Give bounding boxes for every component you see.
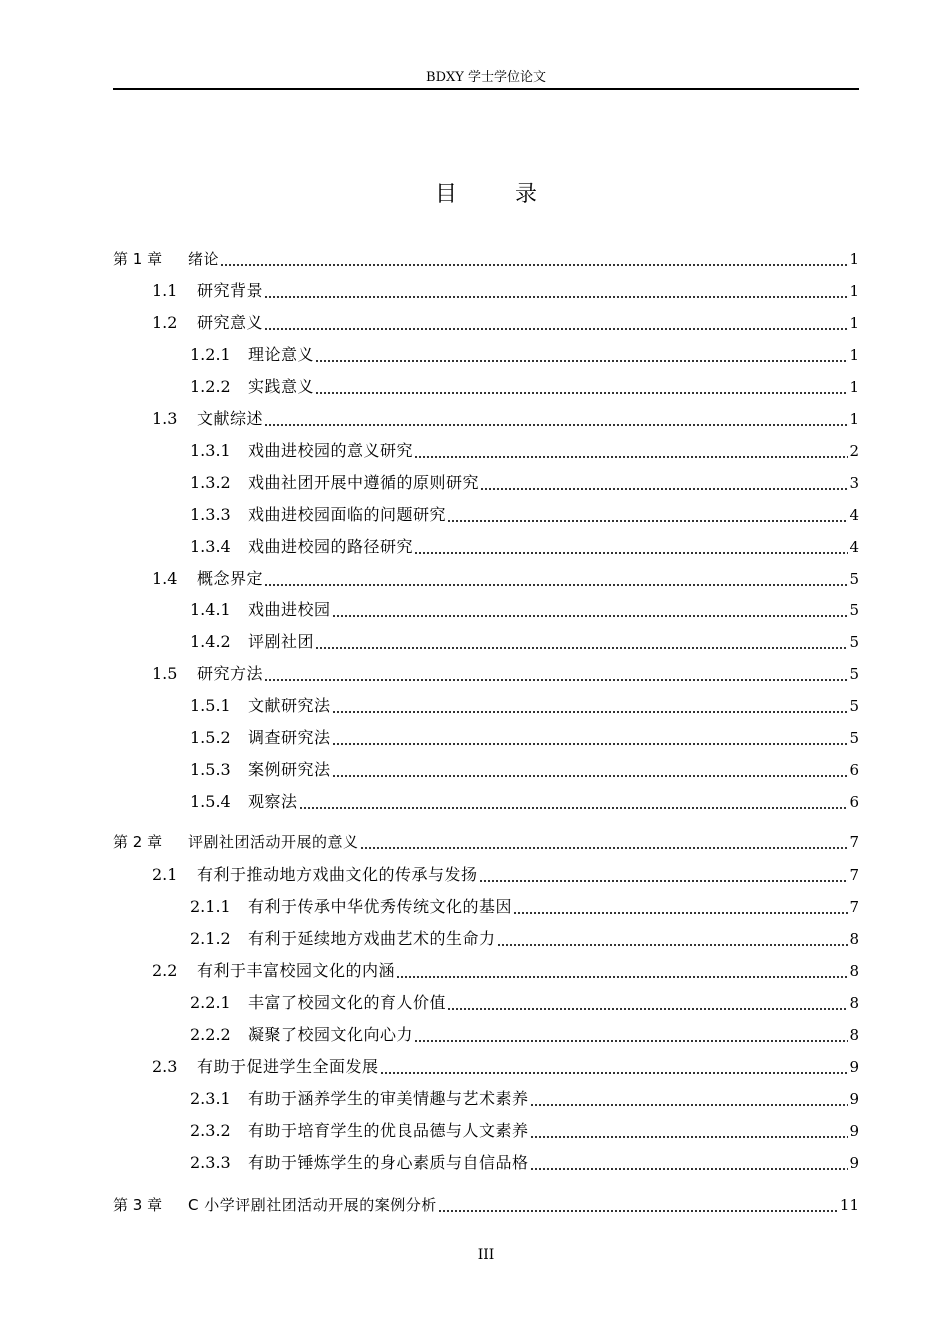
toc-entry-page: 8 — [849, 930, 859, 948]
toc-subsection-entry[interactable] — [113, 1148, 859, 1178]
toc-entry-number: 2.3.3 — [190, 1153, 231, 1172]
toc-entry-number: 2.1 — [152, 865, 178, 884]
toc-entry-number: 1.4.1 — [190, 600, 231, 619]
toc-subsection-entry[interactable] — [113, 691, 859, 721]
toc-dot-leader — [530, 1116, 849, 1146]
toc-subsection-entry[interactable] — [113, 340, 859, 370]
toc-entry-page: 9 — [849, 1154, 859, 1172]
toc-entry-page: 1 — [849, 250, 859, 268]
toc-entry-number: 1.4.2 — [190, 632, 231, 651]
toc-entry-number: 1.5.4 — [190, 792, 231, 811]
toc-entry-page: 8 — [849, 994, 859, 1012]
toc-section-entry[interactable] — [113, 956, 859, 986]
toc-entry-page: 1 — [849, 346, 859, 364]
toc-entry-title: 有利于传承中华优秀传统文化的基因 — [248, 897, 513, 916]
toc-subsection-entry[interactable] — [113, 1084, 859, 1114]
toc-subsection-entry[interactable] — [113, 787, 859, 817]
toc-entry-number: 1.2.2 — [190, 377, 231, 396]
toc-dot-leader — [264, 404, 848, 434]
toc-entry-title: 绪论 — [188, 250, 220, 268]
toc-entry-title: 研究背景 — [197, 281, 264, 300]
toc-entry-number: 1.5.1 — [190, 696, 231, 715]
toc-dot-leader — [332, 691, 849, 721]
toc-section-entry[interactable] — [113, 404, 859, 434]
toc-entry-page: 11 — [839, 1196, 859, 1214]
toc-entry-page: 5 — [849, 729, 859, 747]
toc-subsection-entry[interactable] — [113, 468, 859, 498]
page-number: III — [477, 1247, 495, 1263]
toc-entry-number: 1.2 — [152, 313, 178, 332]
toc-entry-title: 丰富了校园文化的育人价值 — [248, 993, 447, 1012]
toc-subsection-entry[interactable] — [113, 723, 859, 753]
toc-dot-leader — [315, 340, 848, 370]
toc-subsection-entry[interactable] — [113, 892, 859, 922]
toc-entry-page: 6 — [849, 761, 859, 779]
toc-entry-number: 2.2.2 — [190, 1025, 231, 1044]
toc-entry-page: 8 — [849, 962, 859, 980]
toc-entry-title: 研究方法 — [197, 664, 264, 683]
toc-dot-leader — [414, 532, 848, 562]
toc-entry-title: 有利于推动地方戏曲文化的传承与发扬 — [197, 865, 478, 884]
toc-subsection-entry[interactable] — [113, 988, 859, 1018]
toc-entry-number: 1.2.1 — [190, 345, 231, 364]
toc-section-entry[interactable] — [113, 860, 859, 890]
toc-subsection-entry[interactable] — [113, 595, 859, 625]
toc-entry-number: 2.3.2 — [190, 1121, 231, 1140]
toc-dot-leader — [332, 595, 849, 625]
toc-dot-leader — [264, 308, 848, 338]
toc-dot-leader — [414, 436, 848, 466]
toc-entry-number: 1.1 — [152, 281, 178, 300]
toc-entry-title: 凝聚了校园文化向心力 — [248, 1025, 414, 1044]
toc-entry-number: 2.3 — [152, 1057, 178, 1076]
toc-dot-leader — [513, 892, 848, 922]
toc-dot-leader — [220, 244, 848, 274]
toc-entry-title: 有助于锤炼学生的身心素质与自信品格 — [248, 1153, 529, 1172]
toc-entry-page: 5 — [849, 570, 859, 588]
toc-entry-title: 调查研究法 — [248, 728, 331, 747]
toc-entry-title: 戏曲进校园 — [248, 600, 331, 619]
toc-dot-leader — [332, 755, 849, 785]
toc-dot-leader — [414, 1020, 848, 1050]
toc-entry-page: 7 — [849, 833, 859, 851]
toc-section-entry[interactable] — [113, 659, 859, 689]
toc-entry-number: 1.5 — [152, 664, 178, 683]
toc-subsection-entry[interactable] — [113, 1116, 859, 1146]
toc-section-entry[interactable] — [113, 1052, 859, 1082]
toc-entry-page: 4 — [849, 506, 859, 524]
toc-entry-title: 戏曲进校园面临的问题研究 — [248, 505, 447, 524]
toc-entry-number: 1.3.4 — [190, 537, 231, 556]
toc-dot-leader — [332, 723, 849, 753]
toc-entry-page: 1 — [849, 314, 859, 332]
toc-entry-page: 7 — [849, 866, 859, 884]
toc-entry-number: 2.2 — [152, 961, 178, 980]
toc-subsection-entry[interactable] — [113, 627, 859, 657]
toc-entry-number: 1.3 — [152, 409, 178, 428]
toc-entry-page: 5 — [849, 665, 859, 683]
toc-dot-leader — [360, 827, 849, 857]
toc-dot-leader — [447, 500, 848, 530]
toc-entry-page: 9 — [849, 1090, 859, 1108]
toc-dot-leader — [264, 564, 848, 594]
toc-entry-page: 1 — [849, 410, 859, 428]
toc-entry-page: 9 — [849, 1058, 859, 1076]
toc-entry-number: 2.2.1 — [190, 993, 231, 1012]
running-header: BDXY 学士学位论文 — [426, 70, 546, 85]
toc-entry-title: 有利于丰富校园文化的内涵 — [197, 961, 396, 980]
toc-entry-title: 案例研究法 — [248, 760, 331, 779]
toc-dot-leader — [264, 659, 848, 689]
toc-entry-number: 2.1.2 — [190, 929, 231, 948]
toc-chapter-entry[interactable] — [113, 244, 859, 274]
toc-entry-number: 1.5.2 — [190, 728, 231, 747]
toc-entry-number: 第 2 章 — [113, 833, 163, 851]
toc-dot-leader — [299, 787, 849, 817]
toc-entry-page: 1 — [849, 378, 859, 396]
toc-subsection-entry[interactable] — [113, 755, 859, 785]
toc-subsection-entry[interactable] — [113, 532, 859, 562]
toc-entry-title: 评剧社团 — [248, 632, 315, 651]
toc-entry-number: 1.5.3 — [190, 760, 231, 779]
toc-entry-number: 第 3 章 — [113, 1196, 163, 1214]
header-rule — [113, 88, 859, 90]
toc-subsection-entry[interactable] — [113, 372, 859, 402]
toc-section-entry[interactable] — [113, 564, 859, 594]
toc-entry-page: 5 — [849, 697, 859, 715]
toc-entry-number: 1.3.1 — [190, 441, 231, 460]
toc-section-entry[interactable] — [113, 308, 859, 338]
toc-entry-title: 戏曲进校园的路径研究 — [248, 537, 414, 556]
toc-entry-title: 文献研究法 — [248, 696, 331, 715]
toc-dot-leader — [530, 1084, 849, 1114]
toc-dot-leader — [380, 1052, 849, 1082]
toc-entry-page: 9 — [849, 1122, 859, 1140]
toc-entry-title: 观察法 — [248, 792, 298, 811]
toc-entry-title: 研究意义 — [197, 313, 264, 332]
toc-entry-page: 5 — [849, 633, 859, 651]
toc-dot-leader — [479, 860, 849, 890]
toc-entry-page: 7 — [849, 898, 859, 916]
toc-entry-title: 实践意义 — [248, 377, 315, 396]
toc-entry-title: 有助于培育学生的优良品德与人文素养 — [248, 1121, 529, 1140]
toc-entry-title: 有利于延续地方戏曲艺术的生命力 — [248, 929, 496, 948]
toc-dot-leader — [315, 627, 848, 657]
toc-dot-leader — [264, 276, 848, 306]
toc-dot-leader — [396, 956, 848, 986]
toc-entry-page: 8 — [849, 1026, 859, 1044]
toc-entry-page: 2 — [849, 442, 859, 460]
toc-dot-leader — [447, 988, 848, 1018]
toc-chapter-entry[interactable] — [113, 827, 859, 857]
toc-entry-title: 理论意义 — [248, 345, 315, 364]
toc-entry-title: C 小学评剧社团活动开展的案例分析 — [188, 1196, 437, 1214]
toc-entry-number: 第 1 章 — [113, 250, 163, 268]
toc-dot-leader — [530, 1148, 849, 1178]
toc-entry-title: 概念界定 — [197, 569, 264, 588]
toc-entry-number: 1.4 — [152, 569, 178, 588]
toc-chapter-entry[interactable] — [113, 1190, 859, 1220]
toc-entry-title: 有助于涵养学生的审美情趣与艺术素养 — [248, 1089, 529, 1108]
toc-subsection-entry[interactable] — [113, 924, 859, 954]
toc-entry-title: 戏曲进校园的意义研究 — [248, 441, 414, 460]
toc-entry-number: 1.3.3 — [190, 505, 231, 524]
toc-entry-number: 2.3.1 — [190, 1089, 231, 1108]
toc-subsection-entry[interactable] — [113, 500, 859, 530]
toc-entry-page: 1 — [849, 282, 859, 300]
toc-entry-title: 戏曲社团开展中遵循的原则研究 — [248, 473, 480, 492]
toc-title: 目录 — [434, 182, 595, 207]
toc-entry-title: 评剧社团活动开展的意义 — [188, 833, 359, 851]
toc-dot-leader — [315, 372, 848, 402]
toc-subsection-entry[interactable] — [113, 1020, 859, 1050]
toc-dot-leader — [480, 468, 848, 498]
toc-entry-page: 3 — [849, 474, 859, 492]
toc-subsection-entry[interactable] — [113, 436, 859, 466]
toc-entry-page: 5 — [849, 601, 859, 619]
toc-entry-page: 6 — [849, 793, 859, 811]
toc-entry-number: 2.1.1 — [190, 897, 231, 916]
toc-section-entry[interactable] — [113, 276, 859, 306]
toc-dot-leader — [438, 1190, 839, 1220]
toc-entry-title: 文献综述 — [197, 409, 264, 428]
toc-entry-title: 有助于促进学生全面发展 — [197, 1057, 379, 1076]
toc-entry-number: 1.3.2 — [190, 473, 231, 492]
toc-dot-leader — [497, 924, 849, 954]
toc-entry-page: 4 — [849, 538, 859, 556]
